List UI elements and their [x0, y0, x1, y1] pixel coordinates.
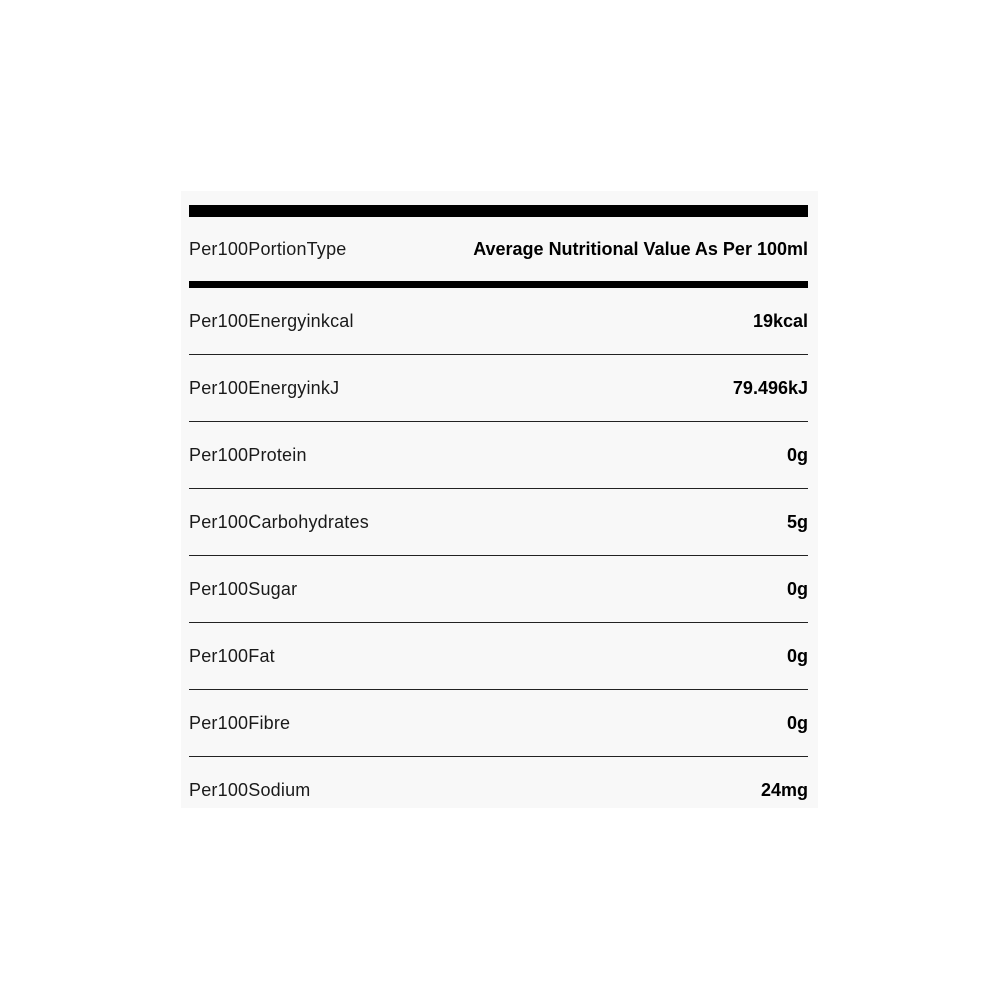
- header-row: [189, 217, 808, 281]
- row-label: Per100Energyinkcal: [189, 310, 354, 331]
- row-value: 79.496kJ: [732, 377, 808, 398]
- table-row: [189, 690, 808, 757]
- rows-container: [189, 288, 808, 823]
- nutrition-table: [189, 205, 808, 823]
- row-value: 0g: [786, 712, 808, 733]
- row-label: Per100Protein: [189, 444, 307, 465]
- table-row: [189, 422, 808, 489]
- header-rule: [189, 281, 808, 288]
- table-row: [189, 757, 808, 823]
- top-rule: [189, 205, 808, 217]
- row-value: 0g: [786, 578, 808, 599]
- table-row: [189, 489, 808, 556]
- row-label: Per100Sodium: [189, 779, 311, 800]
- row-value: 0g: [786, 444, 808, 465]
- row-label: Per100EnergyinkJ: [189, 377, 340, 398]
- table-row: [189, 288, 808, 355]
- row-value: 0g: [786, 645, 808, 666]
- row-value: 5g: [786, 511, 808, 532]
- header-label: Per100PortionType: [189, 238, 347, 259]
- row-value: 24mg: [760, 779, 808, 800]
- header-value: Average Nutritional Value As Per 100ml: [473, 238, 808, 259]
- row-label: Per100Fat: [189, 645, 275, 666]
- table-row: [189, 355, 808, 422]
- row-label: Per100Sugar: [189, 578, 298, 599]
- table-row: [189, 623, 808, 690]
- row-label: Per100Carbohydrates: [189, 511, 369, 532]
- table-row: [189, 556, 808, 623]
- row-value: 19kcal: [752, 310, 808, 331]
- nutrition-panel: [181, 191, 818, 808]
- row-label: Per100Fibre: [189, 712, 291, 733]
